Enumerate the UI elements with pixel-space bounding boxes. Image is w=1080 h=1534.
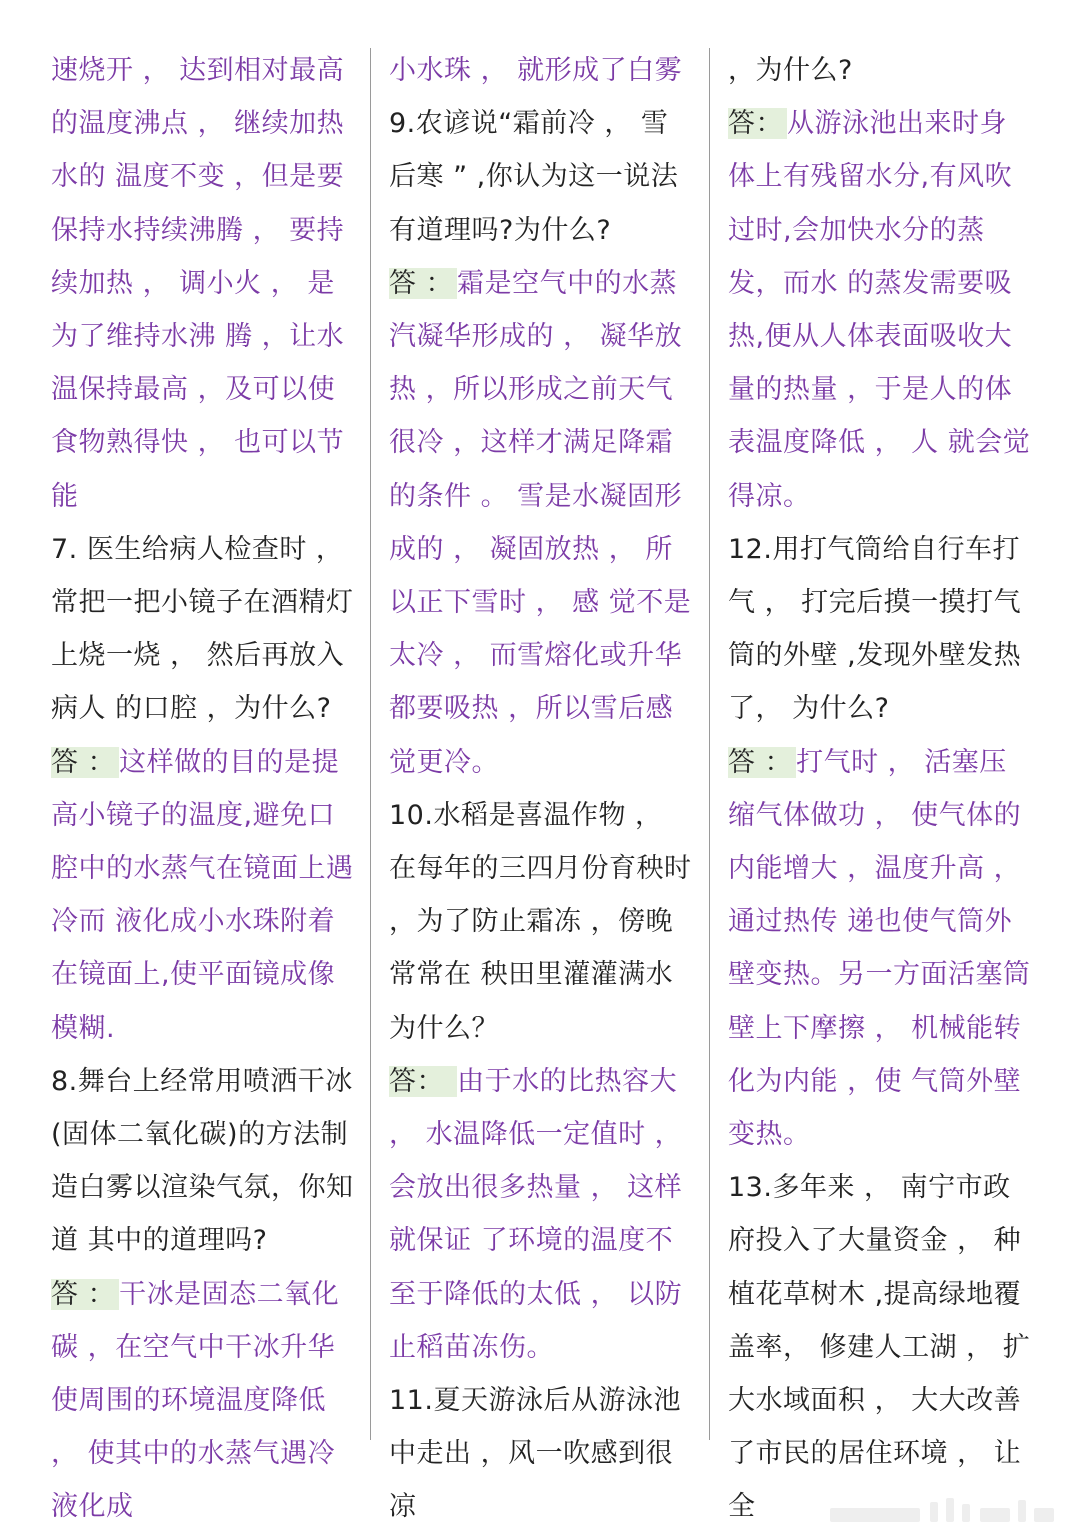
question-text: 7. 医生给病人检查时 ，常把一把小镜子在酒精灯上烧一烧 ， 然后再放入病人 的口腔 ，为什么?: [51, 533, 354, 725]
answer-text: 霜是空气中的水蒸汽凝华形成的 ， 凝华放热 ，所以形成之前天气很冷 ，这样才满足降霜的条件 。 雪是水凝固形成的 ， 凝固放热 ， 所以正下雪时 ， 感 觉不是太冷 ， 而雪熔化或升华都要吸热 ，所以雪后感觉更冷。: [389, 267, 692, 778]
question-text: 12.用打气筒给自行车打气 ， 打完后摸一摸打气筒的外壁 ,发现外壁发热了， 为什么?: [728, 533, 1022, 725]
answer-label: 答 ：: [728, 747, 796, 778]
column-divider-2: [709, 48, 710, 1440]
answer-text: 打气时 ， 活塞压缩气体做功 ， 使气体的内能增大 ，温度升高 ，通过热传 递也使气筒外壁变热。另一方面活塞筒壁上下摩擦 ， 机械能转化为内能 ，使 气筒外壁变热。: [728, 746, 1031, 1151]
answer-label: 答：: [728, 108, 787, 139]
question-text: 10.水稻是喜温作物 ， 在每年的三四月份育秧时 ，为了防止霜冻 ，傍晚常常在 秧田里灌灌满水为什么？: [389, 799, 692, 1044]
answer-text: 小水珠 ， 就形成了白雾: [389, 55, 683, 86]
answer-label: 答：: [389, 1066, 457, 1097]
answer-label: 答 ：: [51, 1279, 119, 1310]
answer-block: [728, 736, 1032, 1162]
answer-block: [51, 1268, 355, 1534]
question-text: 13.多年来 ， 南宁市政府投入了大量资金 ， 种植花草树木 ,提高绿地覆盖率， 修建人工湖 ， 扩大水域面积 ， 大大改善了市民的居住环境 ， 让全: [728, 1172, 1031, 1523]
answer-text: 这样做的目的是提高小镜子的温度,避免口腔中的水蒸气在镜面上遇冷而 液化成小水珠附着在镜面上,使平面镜成像模糊.: [51, 746, 354, 1044]
answer-block: [51, 736, 355, 1055]
answer-text: 干冰是固态二氧化碳 ，在空气中干冰升华使周围的环境温度降低 ， 使其中的水蒸气遇冷液化成: [51, 1278, 340, 1523]
question-text: 8.舞台上经常用喷洒干冰(固体二氧化碳)的方法制造白雾以渲染气氛，你知道 其中的道理吗?: [51, 1065, 354, 1257]
answer-block: [389, 1055, 693, 1374]
answer-text: 由于水的比热容大 ， 水温降低一定值时 ， 会放出很多热量 ， 这样就保证 了环境的温度不至于降低的太低 ， 以防止稻苗冻伤。: [389, 1065, 683, 1363]
answer-label: 答 ：: [51, 747, 119, 778]
text-column-1: [51, 44, 355, 1523]
answer-text: 速烧开 ， 达到相对最高的温度沸点 ， 继续加热水的 温度不变 ，但是要保持水持续沸腾 ， 要持续加热 ， 调小火 ， 是为了维持水沸 腾 ，让水温保持最高 ，及可以使食物熟得快 ， 也可以节能: [51, 55, 345, 512]
answer-text: 从游泳池出来时身体上有残留水分,有风吹过时,会加快水分的蒸发，而水 的蒸发需要吸热,便从人体表面吸收大量的热量 ，于是人的体表温度降低 ， 人 就会觉得凉。: [728, 108, 1031, 512]
text-column-2: [389, 44, 693, 1523]
column-divider-1: [370, 48, 371, 1440]
answer-label: 答 ：: [389, 268, 457, 299]
answer-block: [728, 97, 1032, 523]
question-text: ，为什么?: [728, 55, 853, 86]
question-text: 11.夏天游泳后从游泳池中走出 ，风一吹感到很凉: [389, 1385, 681, 1523]
watermark-icon: [830, 1502, 1060, 1528]
answer-block: [389, 257, 693, 789]
text-column-3: [728, 44, 1032, 1523]
question-text: 9.农谚说“霜前冷 ， 雪后寒 ” ,你认为这一说法有道理吗?为什么?: [389, 108, 679, 246]
